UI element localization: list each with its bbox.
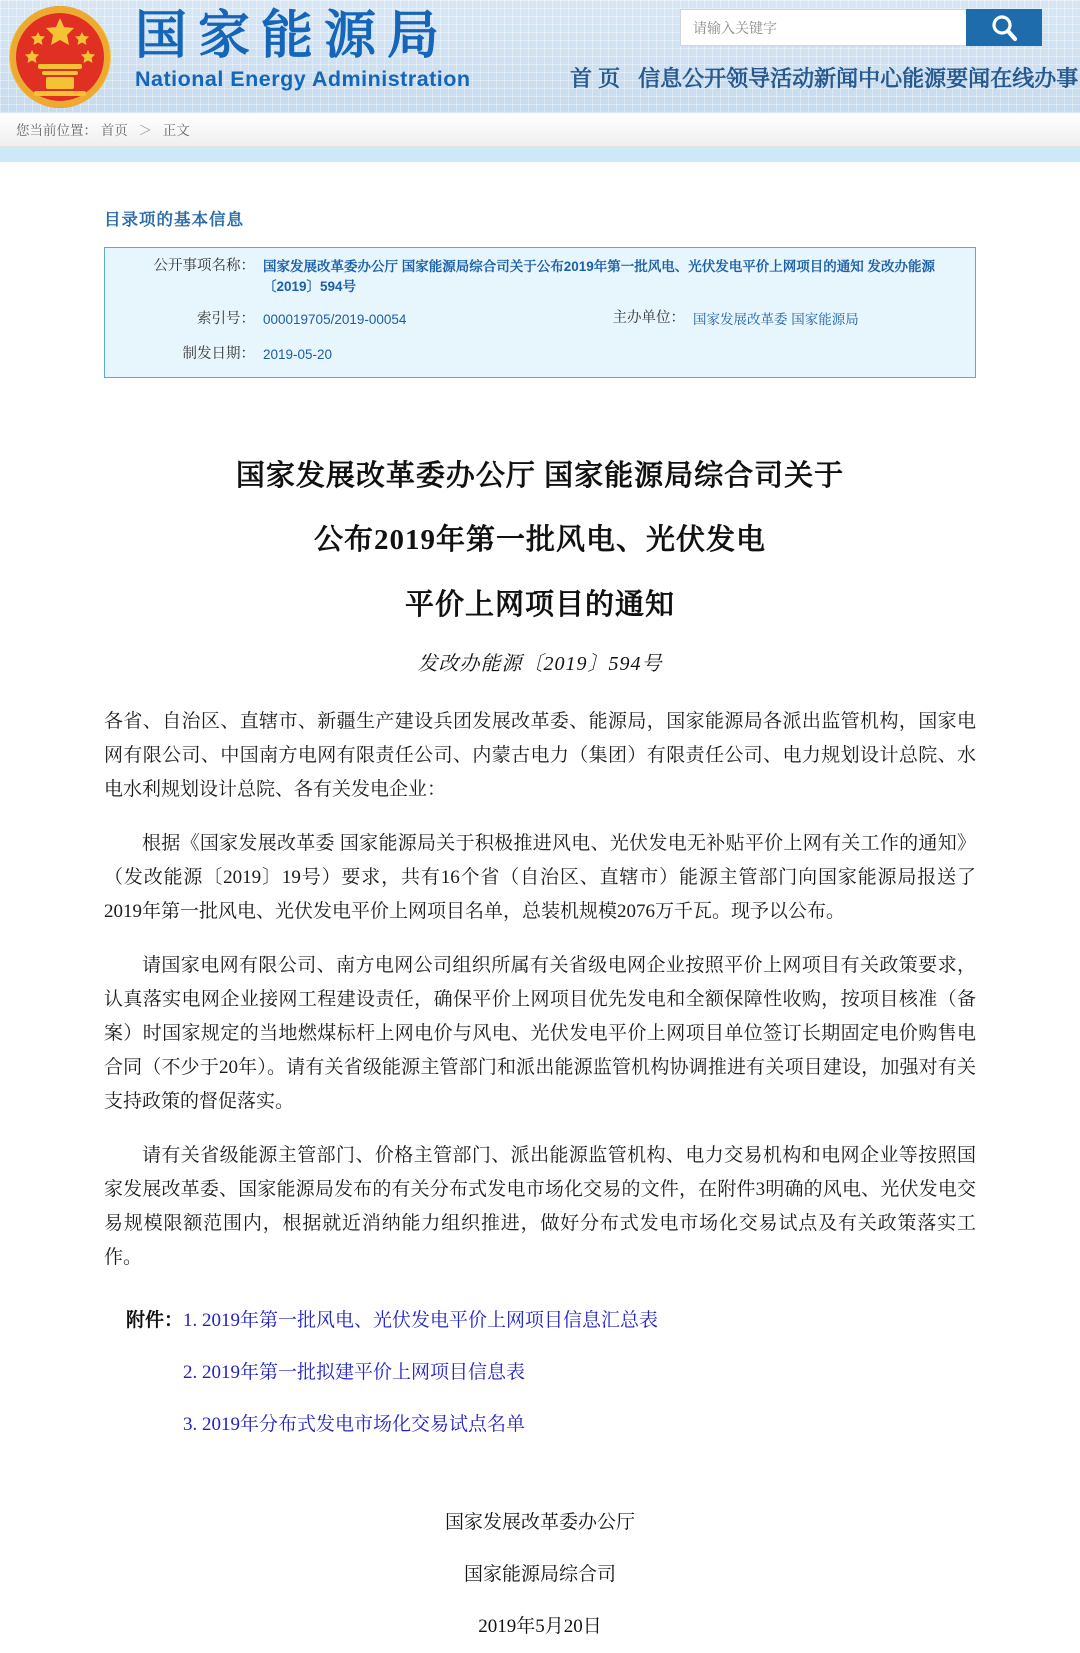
catalog-date-value: 2019-05-20	[263, 347, 333, 362]
catalog-row-date	[105, 343, 975, 365]
search-button[interactable]	[966, 9, 1042, 46]
catalog-info-box	[104, 247, 976, 378]
attachments-section	[104, 1295, 976, 1451]
breadcrumb-current: 正文	[162, 123, 190, 138]
attachment-link-2[interactable]: 2. 2019年第一批拟建平价上网项目信息表	[183, 1362, 526, 1384]
document-title-line-2: 公布2019年第一批风电、光伏发电	[313, 524, 766, 557]
catalog-row-name	[105, 255, 975, 297]
breadcrumb-prefix: 您当前位置：	[16, 123, 97, 138]
signature-block	[104, 1497, 976, 1653]
breadcrumb-separator: ＞	[138, 123, 153, 138]
site-title-en: National Energy Administration	[135, 67, 471, 92]
signature-office-1: 国家发展改革委办公厅	[444, 1512, 635, 1534]
document-title-line-3: 平价上网项目的通知	[404, 588, 675, 621]
nav-item-news[interactable]: 新闻中心	[814, 66, 903, 91]
nav-item-leaders[interactable]: 领导活动	[726, 66, 815, 91]
attachment-link-1[interactable]: 1. 2019年第一批风电、光伏发电平价上网项目信息汇总表	[183, 1310, 659, 1332]
document-title-line-1: 国家发展改革委办公厅 国家能源局综合司关于	[235, 460, 845, 492]
breadcrumb-home-link[interactable]: 首页	[100, 123, 128, 138]
paragraph-addressees: 各省、自治区、直辖市、新疆生产建设兵团发展改革委、能源局，国家能源局各派出监管机构，国家电网有限公司、中国南方电网有限责任公司、内蒙古电力（集团）有限责任公司、电力规划设计总院、水电水利规划设计总院、各有关发电企业：	[104, 711, 976, 801]
search-input[interactable]	[680, 9, 966, 46]
site-logo	[135, 8, 471, 92]
attachments-label: 附件：	[126, 1310, 184, 1332]
content-container	[104, 206, 976, 1653]
catalog-org-label: 主办单位：	[612, 310, 685, 326]
signature-office-2: 国家能源局综合司	[463, 1564, 616, 1586]
search-icon	[989, 13, 1019, 43]
header-divider-strip	[0, 147, 1080, 162]
catalog-section-title: 目录项的基本信息	[104, 211, 244, 229]
attachment-link-3[interactable]: 3. 2019年分布式发电市场化交易试点名单	[183, 1414, 526, 1436]
site-header	[0, 0, 1080, 113]
paragraph-market-trade: 请有关省级能源主管部门、价格主管部门、派出能源监管机构、电力交易机构和电网企业等按照国家发展改革委、国家能源局发布的有关分布式发电市场化交易的文件，在附件3明确的风电、光伏发电交易规模限额范围内，根据就近消纳能力组织推进，做好分布式发电市场化交易试点及有关政策落实工作。	[104, 1145, 976, 1269]
catalog-row-index-org	[105, 308, 975, 330]
catalog-index-label: 索引号：	[197, 311, 255, 327]
catalog-name-value: 国家发展改革委办公厅 国家能源局综合司关于公布2019年第一批风电、光伏发电平价上网项目的通知 发改办能源〔2019〕594号	[263, 259, 936, 294]
document-title	[104, 460, 976, 622]
paragraph-basis: 根据《国家发展改革委 国家能源局关于积极推进风电、光伏发电无补贴平价上网有关工作的通知》（发改能源〔2019〕19号）要求，共有16个省（自治区、直辖市）能源主管部门向国家能源局报送了2019年第一批风电、光伏发电平价上网项目名单，总装机规模2076万千瓦。现予以公布。	[104, 833, 976, 923]
nav-item-online[interactable]: 在线办事	[990, 66, 1079, 91]
document-body	[104, 705, 976, 1275]
catalog-org-value: 国家发展改革委 国家能源局	[693, 312, 859, 327]
attachments-list	[183, 1295, 658, 1451]
nav-item-energy[interactable]: 能源要闻	[902, 66, 991, 91]
main-nav	[570, 62, 1079, 93]
signature-date: 2019年5月20日	[478, 1616, 602, 1638]
catalog-name-label: 公开事项名称：	[153, 258, 255, 274]
catalog-index-value: 000019705/2019-00054	[263, 312, 407, 327]
catalog-date-label: 制发日期：	[182, 346, 255, 362]
document-number: 发改办能源〔2019〕594号	[417, 653, 663, 676]
nav-item-info[interactable]: 信息公开	[638, 66, 727, 91]
national-emblem-icon	[8, 4, 112, 110]
breadcrumb	[0, 113, 1080, 147]
site-title-zh: 国家能源局	[135, 7, 451, 65]
site-search	[680, 9, 1042, 46]
nav-item-home[interactable]: 首 页	[570, 66, 621, 91]
paragraph-grid-requirements: 请国家电网有限公司、南方电网公司组织所属有关省级电网企业按照平价上网项目有关政策要求，认真落实电网企业接网工程建设责任，确保平价上网项目优先发电和全额保障性收购，按项目核准（备案）时国家规定的当地燃煤标杆上网电价与风电、光伏发电平价上网项目单位签订长期固定电价购售电合同（不少于20年）。请有关省级能源主管部门和派出能源监管机构协调推进有关项目建设，加强对有关支持政策的督促落实。	[104, 955, 976, 1113]
